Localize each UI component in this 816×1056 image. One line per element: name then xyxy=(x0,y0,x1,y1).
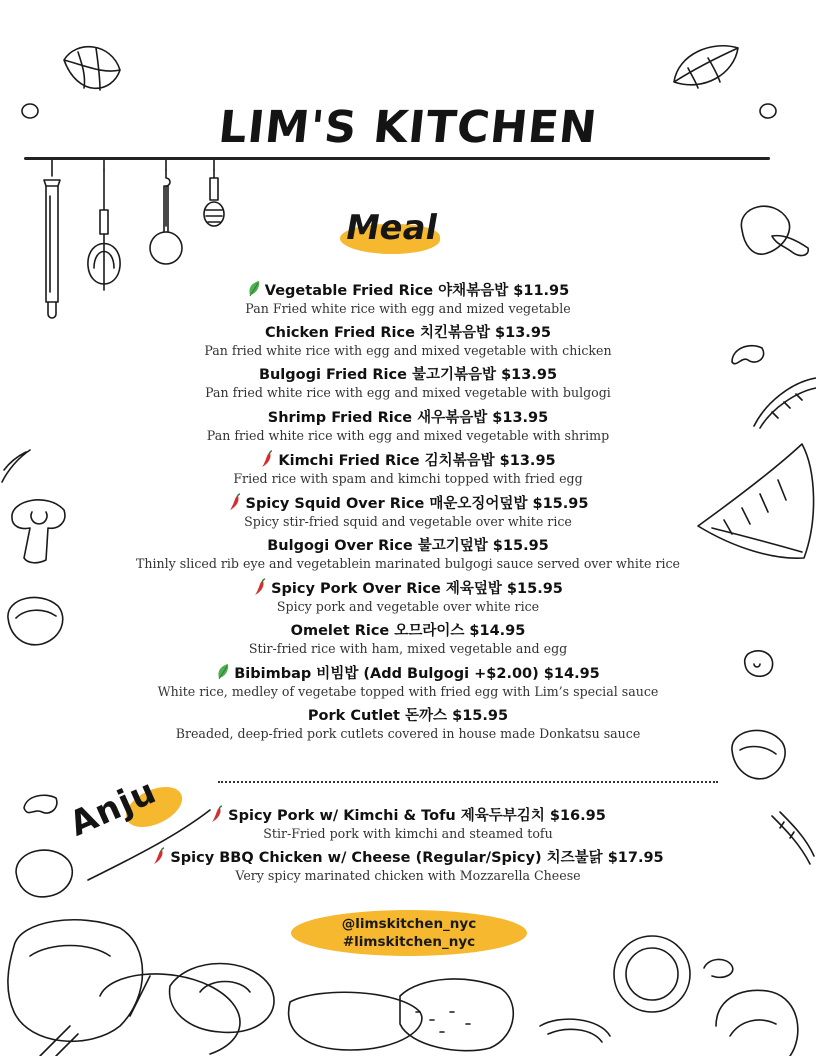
menu-item-description: Very spicy marinated chicken with Mozzarella Cheese xyxy=(235,868,581,883)
menu-item-description: Fried rice with spam and kimchi topped with fried egg xyxy=(233,471,583,487)
chili-pepper-icon xyxy=(210,805,224,823)
chili-pepper-icon xyxy=(253,578,267,596)
menu-item-description: Thinly sliced rib eye and vegetablein marinated bulgogi sauce served over white rice xyxy=(136,555,680,571)
menu-item xyxy=(0,536,816,579)
menu-item-description: Breaded, deep-fried pork cutlets covered in house made Donkatsu sauce xyxy=(175,725,641,741)
meal-menu-list xyxy=(0,280,816,749)
menu-item-description: Spicy pork and vegetable over white rice xyxy=(276,599,540,615)
menu-item-description: Stir-Fried pork with kimchi and steamed tofu xyxy=(263,826,553,841)
chili-pepper-icon xyxy=(260,450,274,468)
meal-section-heading xyxy=(338,206,458,256)
social-hashtag: #limskitchen_nyc xyxy=(342,934,476,950)
menu-item-title-line xyxy=(0,450,816,471)
anju-heading-text: Anju xyxy=(63,771,163,845)
menu-item-title-line xyxy=(0,536,816,556)
menu-item-name: Shrimp Fried Rice 새우볶음밥 $13.95 xyxy=(267,409,549,426)
menu-item-title-line xyxy=(0,847,816,868)
leaf-doodle-top-right xyxy=(668,38,744,94)
menu-item-description: Pan Fried white rice with egg and mized vegetable xyxy=(245,301,571,316)
leaf-icon xyxy=(216,663,230,681)
menu-item-name: Omelet Rice 오므라이스 $14.95 xyxy=(290,622,526,639)
menu-item xyxy=(0,621,816,664)
menu-item-title-line xyxy=(0,280,816,301)
menu-item-name: Chicken Fried Rice 치킨볶음밥 $13.95 xyxy=(265,324,551,341)
menu-item xyxy=(0,323,816,366)
menu-item-description: Spicy stir-fried squid and vegetable over white rice xyxy=(244,513,572,529)
menu-item xyxy=(0,365,816,408)
menu-item-description: Pan fried white rice with egg and mixed vegetable with chicken xyxy=(204,342,612,358)
leaf-doodle-top-left xyxy=(56,40,126,100)
menu-item-name: Spicy BBQ Chicken w/ Cheese (Regular/Spicy) 치즈불닭 $17.95 xyxy=(170,850,664,866)
menu-item xyxy=(0,578,816,621)
menu-item xyxy=(0,280,816,323)
menu-item-name: Bulgogi Over Rice 불고기덮밥 $15.95 xyxy=(267,537,549,554)
menu-item-description: Stir-fried rice with ham, mixed vegetable and egg xyxy=(248,640,568,656)
menu-item-name: Pork Cutlet 돈까스 $15.95 xyxy=(307,707,509,724)
chili-pepper-icon xyxy=(228,493,242,511)
menu-item xyxy=(0,450,816,493)
menu-item-name: Kimchi Fried Rice 김치볶음밥 $13.95 xyxy=(278,453,556,470)
menu-item xyxy=(0,663,816,706)
menu-item-name: Vegetable Fried Rice 야채볶음밥 $11.95 xyxy=(264,283,570,299)
menu-item-name: Spicy Pork w/ Kimchi & Tofu 제육두부김치 $16.95 xyxy=(228,808,606,824)
menu-item xyxy=(0,805,816,847)
menu-item-description: Pan fried white rice with egg and mixed vegetable with shrimp xyxy=(206,427,610,443)
menu-item xyxy=(0,408,816,451)
meal-heading-text: Meal xyxy=(342,208,442,248)
menu-item-description: Pan fried white rice with egg and mixed vegetable with bulgogi xyxy=(205,385,611,401)
restaurant-title: LIM'S KITCHEN xyxy=(216,102,600,153)
menu-item xyxy=(0,706,816,749)
menu-item-title-line xyxy=(0,621,816,641)
menu-item xyxy=(0,493,816,536)
menu-item-title-line xyxy=(0,578,816,599)
menu-item xyxy=(0,847,816,889)
menu-item-title-line xyxy=(0,663,816,684)
social-badge xyxy=(291,910,527,956)
menu-item-title-line xyxy=(0,365,816,385)
dotted-divider xyxy=(218,781,718,783)
menu-item-name: Spicy Squid Over Rice 매운오징어덮밥 $15.95 xyxy=(245,495,589,512)
menu-item-name: Spicy Pork Over Rice 제육덮밥 $15.95 xyxy=(271,581,563,598)
social-handle: @limskitchen_nyc xyxy=(341,916,477,932)
chili-pepper-icon xyxy=(152,847,166,865)
menu-item-name: Bibimbap 비빔밥 (Add Bulgogi +$2.00) $14.95 xyxy=(234,666,600,683)
mushroom-doodle-right xyxy=(736,196,816,266)
menu-item-title-line xyxy=(0,493,816,514)
menu-item-name: Bulgogi Fried Rice 불고기볶음밥 $13.95 xyxy=(258,367,558,384)
menu-item-title-line xyxy=(0,408,816,428)
menu-item-description: White rice, medley of vegetabe topped with fried egg with Lim’s special sauce xyxy=(157,684,659,700)
leaf-icon xyxy=(247,280,261,298)
anju-menu-list xyxy=(0,805,816,889)
menu-item-title-line xyxy=(0,706,816,726)
menu-item-title-line xyxy=(0,323,816,343)
menu-item-title-line xyxy=(0,805,816,826)
